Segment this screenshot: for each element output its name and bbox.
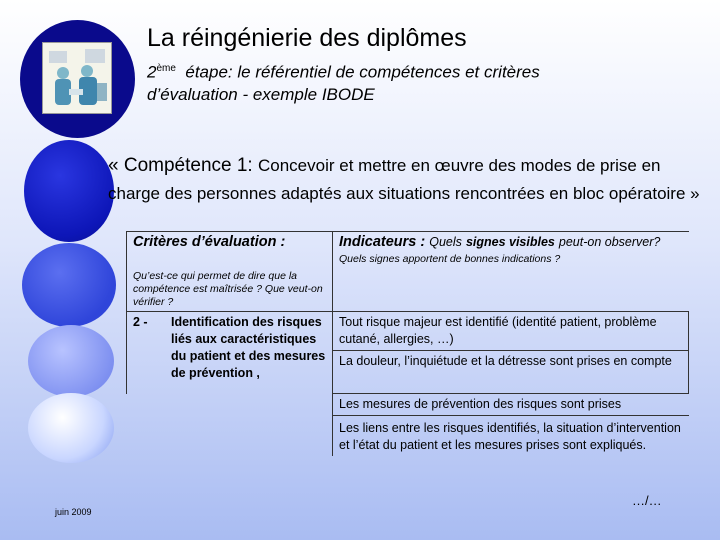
header-criteria: Critères d’évaluation : — [133, 234, 286, 250]
criteria-question: Qu’est-ce qui permet de dire que la compétence est maîtrisée ? Que veut-on vérifier ? — [133, 270, 323, 308]
criterion-cell — [127, 312, 333, 394]
page-title: La réingénierie des diplômes — [147, 24, 467, 52]
indicator-text: Les mesures de prévention des risques sont prises — [339, 397, 622, 411]
empty-cell — [127, 416, 333, 457]
header-right-cell — [333, 232, 689, 269]
indicator-cell — [333, 312, 689, 351]
indicator-cell — [333, 416, 689, 457]
table-row — [127, 416, 689, 457]
subheader-left-cell — [127, 268, 333, 312]
footer-date: juin 2009 — [55, 507, 92, 517]
subtitle-number: 2 — [147, 62, 157, 82]
competence-prefix: « Compétence 1: — [108, 155, 258, 176]
indicator-cell — [333, 394, 689, 416]
header-question-bold: signes visibles — [465, 235, 555, 249]
empty-cell — [127, 394, 333, 416]
indicator-text: Les liens entre les risques identifiés, la situation d’intervention et l’état du patient et les mesures prises sont expliqués. — [339, 421, 681, 452]
subtitle-superscript: ème — [156, 63, 176, 74]
header-question-second: Quels signes apportent de bonnes indications ? — [339, 253, 561, 265]
indicator-cell — [333, 351, 689, 394]
decorative-circle-blue — [24, 140, 114, 242]
indicator-text: Tout risque majeur est identifié (identité patient, problème cutané, allergies, …) — [339, 315, 657, 346]
header-indicators: Indicateurs : — [339, 234, 426, 250]
table-row — [127, 312, 689, 351]
header-left-cell — [127, 232, 333, 269]
criterion-text: Identification des risques liés aux caractéristiques du patient et des mesures de prévention , — [171, 315, 326, 380]
decorative-circle-pale — [28, 393, 114, 463]
table-header-row — [127, 232, 689, 269]
competence-statement — [108, 152, 708, 208]
header-question-start: Quels — [429, 235, 462, 249]
page-subtitle — [147, 58, 627, 106]
indicator-text: La douleur, l’inquiétude et la détresse sont prises en compte — [339, 354, 672, 368]
criterion-number: 2 - — [133, 315, 148, 329]
subheader-row — [127, 268, 689, 312]
competence-text: Concevoir et mettre en œuvre des modes de prise en charge des personnes adaptés aux situations rencontrées en bloc opératoire » — [108, 156, 700, 203]
decorative-circle-light-blue — [28, 325, 114, 397]
surgery-illustration — [42, 42, 112, 114]
table-row — [127, 394, 689, 416]
subheader-right-cell — [333, 268, 689, 312]
decorative-circle-mid-blue — [22, 243, 116, 327]
subtitle-text: étape: le référentiel de compétences et critères d’évaluation - exemple IBODE — [147, 62, 540, 104]
criteria-table — [126, 231, 689, 456]
header-question-end: peut-on observer? — [558, 235, 661, 249]
continuation-mark: …/… — [632, 493, 662, 508]
